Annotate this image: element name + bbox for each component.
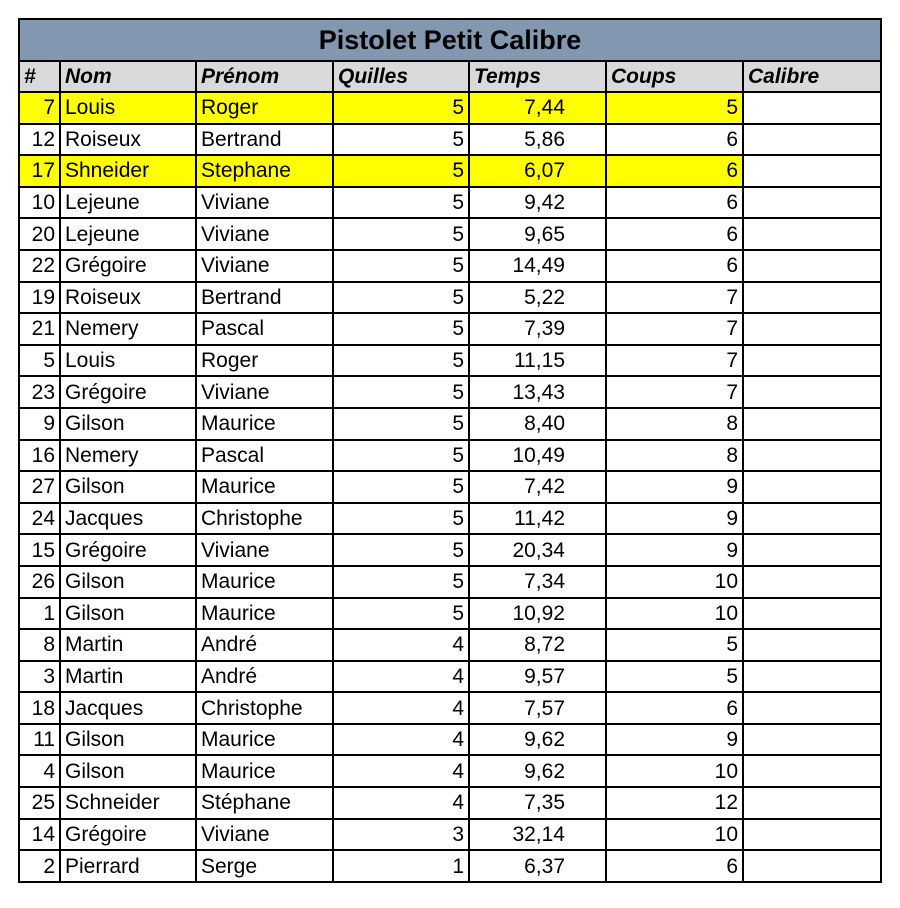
cell-quilles: 4 xyxy=(333,661,469,693)
cell-calibre xyxy=(743,250,881,282)
cell-nom: Nemery xyxy=(60,440,196,472)
cell-number: 9 xyxy=(19,408,60,440)
cell-coups: 5 xyxy=(606,661,743,693)
cell-number: 7 xyxy=(19,92,60,124)
cell-quilles: 5 xyxy=(333,282,469,314)
cell-number: 12 xyxy=(19,124,60,156)
cell-coups: 5 xyxy=(606,92,743,124)
cell-quilles: 5 xyxy=(333,471,469,503)
cell-prenom: Maurice xyxy=(196,471,333,503)
cell-prenom: Bertrand xyxy=(196,282,333,314)
cell-calibre xyxy=(743,440,881,472)
cell-coups: 6 xyxy=(606,124,743,156)
cell-coups: 6 xyxy=(606,218,743,250)
cell-quilles: 5 xyxy=(333,92,469,124)
cell-nom: Gilson xyxy=(60,724,196,756)
cell-quilles: 5 xyxy=(333,566,469,598)
cell-nom: Jacques xyxy=(60,692,196,724)
table-body xyxy=(19,92,881,882)
cell-quilles: 4 xyxy=(333,787,469,819)
cell-number: 17 xyxy=(19,155,60,187)
cell-number: 14 xyxy=(19,819,60,851)
cell-calibre xyxy=(743,692,881,724)
table-row xyxy=(19,345,881,377)
cell-calibre xyxy=(743,92,881,124)
table-row xyxy=(19,92,881,124)
table-row xyxy=(19,440,881,472)
cell-calibre xyxy=(743,787,881,819)
cell-coups: 6 xyxy=(606,155,743,187)
cell-nom: Grégoire xyxy=(60,376,196,408)
cell-prenom: Pascal xyxy=(196,440,333,472)
table-row xyxy=(19,598,881,630)
cell-nom: Grégoire xyxy=(60,819,196,851)
cell-calibre xyxy=(743,534,881,566)
cell-coups: 10 xyxy=(606,819,743,851)
cell-temps: 6,07 xyxy=(469,155,606,187)
cell-quilles: 4 xyxy=(333,629,469,661)
cell-coups: 10 xyxy=(606,598,743,630)
cell-calibre xyxy=(743,376,881,408)
cell-quilles: 5 xyxy=(333,218,469,250)
cell-nom: Roiseux xyxy=(60,282,196,314)
cell-coups: 6 xyxy=(606,250,743,282)
cell-temps: 20,34 xyxy=(469,534,606,566)
cell-temps: 7,39 xyxy=(469,313,606,345)
cell-coups: 7 xyxy=(606,376,743,408)
cell-coups: 12 xyxy=(606,787,743,819)
cell-quilles: 5 xyxy=(333,250,469,282)
cell-prenom: Maurice xyxy=(196,598,333,630)
cell-number: 3 xyxy=(19,661,60,693)
column-header: Coups xyxy=(606,61,743,92)
table-row xyxy=(19,124,881,156)
cell-coups: 6 xyxy=(606,692,743,724)
cell-coups: 7 xyxy=(606,282,743,314)
table-row xyxy=(19,534,881,566)
table-row xyxy=(19,218,881,250)
cell-temps: 7,42 xyxy=(469,471,606,503)
table-row xyxy=(19,282,881,314)
cell-number: 25 xyxy=(19,787,60,819)
cell-number: 19 xyxy=(19,282,60,314)
cell-calibre xyxy=(743,471,881,503)
cell-calibre xyxy=(743,755,881,787)
cell-temps: 10,92 xyxy=(469,598,606,630)
cell-coups: 5 xyxy=(606,629,743,661)
cell-temps: 7,35 xyxy=(469,787,606,819)
cell-nom: Gilson xyxy=(60,408,196,440)
cell-nom: Nemery xyxy=(60,313,196,345)
cell-calibre xyxy=(743,313,881,345)
cell-number: 1 xyxy=(19,598,60,630)
cell-nom: Shneider xyxy=(60,155,196,187)
cell-number: 2 xyxy=(19,850,60,882)
table-row xyxy=(19,692,881,724)
table-row xyxy=(19,850,881,882)
cell-prenom: Viviane xyxy=(196,250,333,282)
cell-calibre xyxy=(743,819,881,851)
cell-calibre xyxy=(743,566,881,598)
cell-temps: 14,49 xyxy=(469,250,606,282)
cell-number: 8 xyxy=(19,629,60,661)
table-row xyxy=(19,819,881,851)
cell-quilles: 5 xyxy=(333,187,469,219)
table-row xyxy=(19,787,881,819)
column-header: Calibre xyxy=(743,61,881,92)
cell-number: 24 xyxy=(19,503,60,535)
table-row xyxy=(19,566,881,598)
cell-nom: Martin xyxy=(60,661,196,693)
cell-coups: 8 xyxy=(606,440,743,472)
cell-prenom: Stephane xyxy=(196,155,333,187)
cell-prenom: Maurice xyxy=(196,724,333,756)
table-row xyxy=(19,187,881,219)
cell-prenom: Bertrand xyxy=(196,124,333,156)
cell-nom: Lejeune xyxy=(60,187,196,219)
cell-temps: 7,44 xyxy=(469,92,606,124)
table-row xyxy=(19,250,881,282)
table-row xyxy=(19,471,881,503)
cell-calibre xyxy=(743,345,881,377)
cell-calibre xyxy=(743,187,881,219)
cell-temps: 8,72 xyxy=(469,629,606,661)
cell-number: 22 xyxy=(19,250,60,282)
cell-calibre xyxy=(743,629,881,661)
cell-coups: 7 xyxy=(606,345,743,377)
cell-number: 26 xyxy=(19,566,60,598)
column-header: Nom xyxy=(60,61,196,92)
cell-coups: 6 xyxy=(606,187,743,219)
cell-temps: 5,86 xyxy=(469,124,606,156)
cell-prenom: Christophe xyxy=(196,692,333,724)
cell-calibre xyxy=(743,503,881,535)
column-header: Prénom xyxy=(196,61,333,92)
table-row xyxy=(19,503,881,535)
table-row xyxy=(19,155,881,187)
cell-prenom: Viviane xyxy=(196,534,333,566)
cell-temps: 9,62 xyxy=(469,755,606,787)
cell-calibre xyxy=(743,155,881,187)
cell-prenom: Maurice xyxy=(196,408,333,440)
cell-nom: Pierrard xyxy=(60,850,196,882)
cell-prenom: Viviane xyxy=(196,376,333,408)
cell-calibre xyxy=(743,124,881,156)
cell-coups: 10 xyxy=(606,566,743,598)
cell-temps: 9,57 xyxy=(469,661,606,693)
cell-quilles: 4 xyxy=(333,724,469,756)
cell-temps: 8,40 xyxy=(469,408,606,440)
cell-coups: 9 xyxy=(606,534,743,566)
cell-temps: 9,65 xyxy=(469,218,606,250)
table-row xyxy=(19,376,881,408)
cell-prenom: André xyxy=(196,661,333,693)
cell-prenom: Stéphane xyxy=(196,787,333,819)
cell-coups: 9 xyxy=(606,724,743,756)
table-row xyxy=(19,629,881,661)
cell-temps: 9,62 xyxy=(469,724,606,756)
cell-temps: 11,15 xyxy=(469,345,606,377)
cell-prenom: Pascal xyxy=(196,313,333,345)
cell-nom: Louis xyxy=(60,92,196,124)
cell-number: 5 xyxy=(19,345,60,377)
cell-nom: Gilson xyxy=(60,598,196,630)
cell-quilles: 3 xyxy=(333,819,469,851)
cell-prenom: Viviane xyxy=(196,819,333,851)
cell-number: 16 xyxy=(19,440,60,472)
cell-number: 11 xyxy=(19,724,60,756)
cell-nom: Grégoire xyxy=(60,250,196,282)
table-title: Pistolet Petit Calibre xyxy=(19,19,881,61)
cell-calibre xyxy=(743,598,881,630)
cell-prenom: André xyxy=(196,629,333,661)
table-row xyxy=(19,313,881,345)
cell-nom: Louis xyxy=(60,345,196,377)
cell-prenom: Viviane xyxy=(196,218,333,250)
results-sheet xyxy=(18,18,880,883)
cell-temps: 6,37 xyxy=(469,850,606,882)
cell-nom: Grégoire xyxy=(60,534,196,566)
cell-temps: 32,14 xyxy=(469,819,606,851)
table-row xyxy=(19,755,881,787)
cell-temps: 7,34 xyxy=(469,566,606,598)
cell-nom: Gilson xyxy=(60,755,196,787)
cell-coups: 7 xyxy=(606,313,743,345)
cell-prenom: Roger xyxy=(196,92,333,124)
table-row xyxy=(19,661,881,693)
cell-number: 23 xyxy=(19,376,60,408)
cell-nom: Lejeune xyxy=(60,218,196,250)
cell-number: 10 xyxy=(19,187,60,219)
cell-prenom: Maurice xyxy=(196,566,333,598)
cell-number: 21 xyxy=(19,313,60,345)
cell-calibre xyxy=(743,218,881,250)
cell-temps: 5,22 xyxy=(469,282,606,314)
column-header: Temps xyxy=(469,61,606,92)
table-row xyxy=(19,408,881,440)
cell-quilles: 5 xyxy=(333,345,469,377)
cell-nom: Jacques xyxy=(60,503,196,535)
cell-coups: 9 xyxy=(606,471,743,503)
cell-quilles: 5 xyxy=(333,503,469,535)
cell-number: 27 xyxy=(19,471,60,503)
column-header-row xyxy=(19,61,881,92)
cell-quilles: 5 xyxy=(333,124,469,156)
cell-quilles: 5 xyxy=(333,598,469,630)
results-table xyxy=(18,18,882,883)
cell-calibre xyxy=(743,850,881,882)
cell-number: 4 xyxy=(19,755,60,787)
cell-prenom: Maurice xyxy=(196,755,333,787)
column-header: Quilles xyxy=(333,61,469,92)
cell-nom: Gilson xyxy=(60,566,196,598)
title-row xyxy=(19,19,881,61)
cell-coups: 9 xyxy=(606,503,743,535)
cell-quilles: 4 xyxy=(333,692,469,724)
cell-quilles: 5 xyxy=(333,155,469,187)
cell-prenom: Christophe xyxy=(196,503,333,535)
cell-calibre xyxy=(743,724,881,756)
cell-number: 20 xyxy=(19,218,60,250)
cell-nom: Schneider xyxy=(60,787,196,819)
cell-quilles: 4 xyxy=(333,755,469,787)
cell-quilles: 5 xyxy=(333,313,469,345)
cell-calibre xyxy=(743,282,881,314)
table-row xyxy=(19,724,881,756)
cell-prenom: Serge xyxy=(196,850,333,882)
cell-coups: 10 xyxy=(606,755,743,787)
cell-temps: 9,42 xyxy=(469,187,606,219)
cell-temps: 10,49 xyxy=(469,440,606,472)
cell-calibre xyxy=(743,661,881,693)
cell-temps: 7,57 xyxy=(469,692,606,724)
cell-quilles: 5 xyxy=(333,440,469,472)
cell-quilles: 5 xyxy=(333,376,469,408)
cell-quilles: 5 xyxy=(333,408,469,440)
cell-calibre xyxy=(743,408,881,440)
cell-temps: 11,42 xyxy=(469,503,606,535)
cell-number: 15 xyxy=(19,534,60,566)
cell-prenom: Roger xyxy=(196,345,333,377)
cell-nom: Roiseux xyxy=(60,124,196,156)
cell-nom: Gilson xyxy=(60,471,196,503)
cell-coups: 8 xyxy=(606,408,743,440)
cell-number: 18 xyxy=(19,692,60,724)
cell-coups: 6 xyxy=(606,850,743,882)
cell-quilles: 5 xyxy=(333,534,469,566)
cell-nom: Martin xyxy=(60,629,196,661)
cell-temps: 13,43 xyxy=(469,376,606,408)
cell-quilles: 1 xyxy=(333,850,469,882)
column-header: # xyxy=(19,61,60,92)
cell-prenom: Viviane xyxy=(196,187,333,219)
